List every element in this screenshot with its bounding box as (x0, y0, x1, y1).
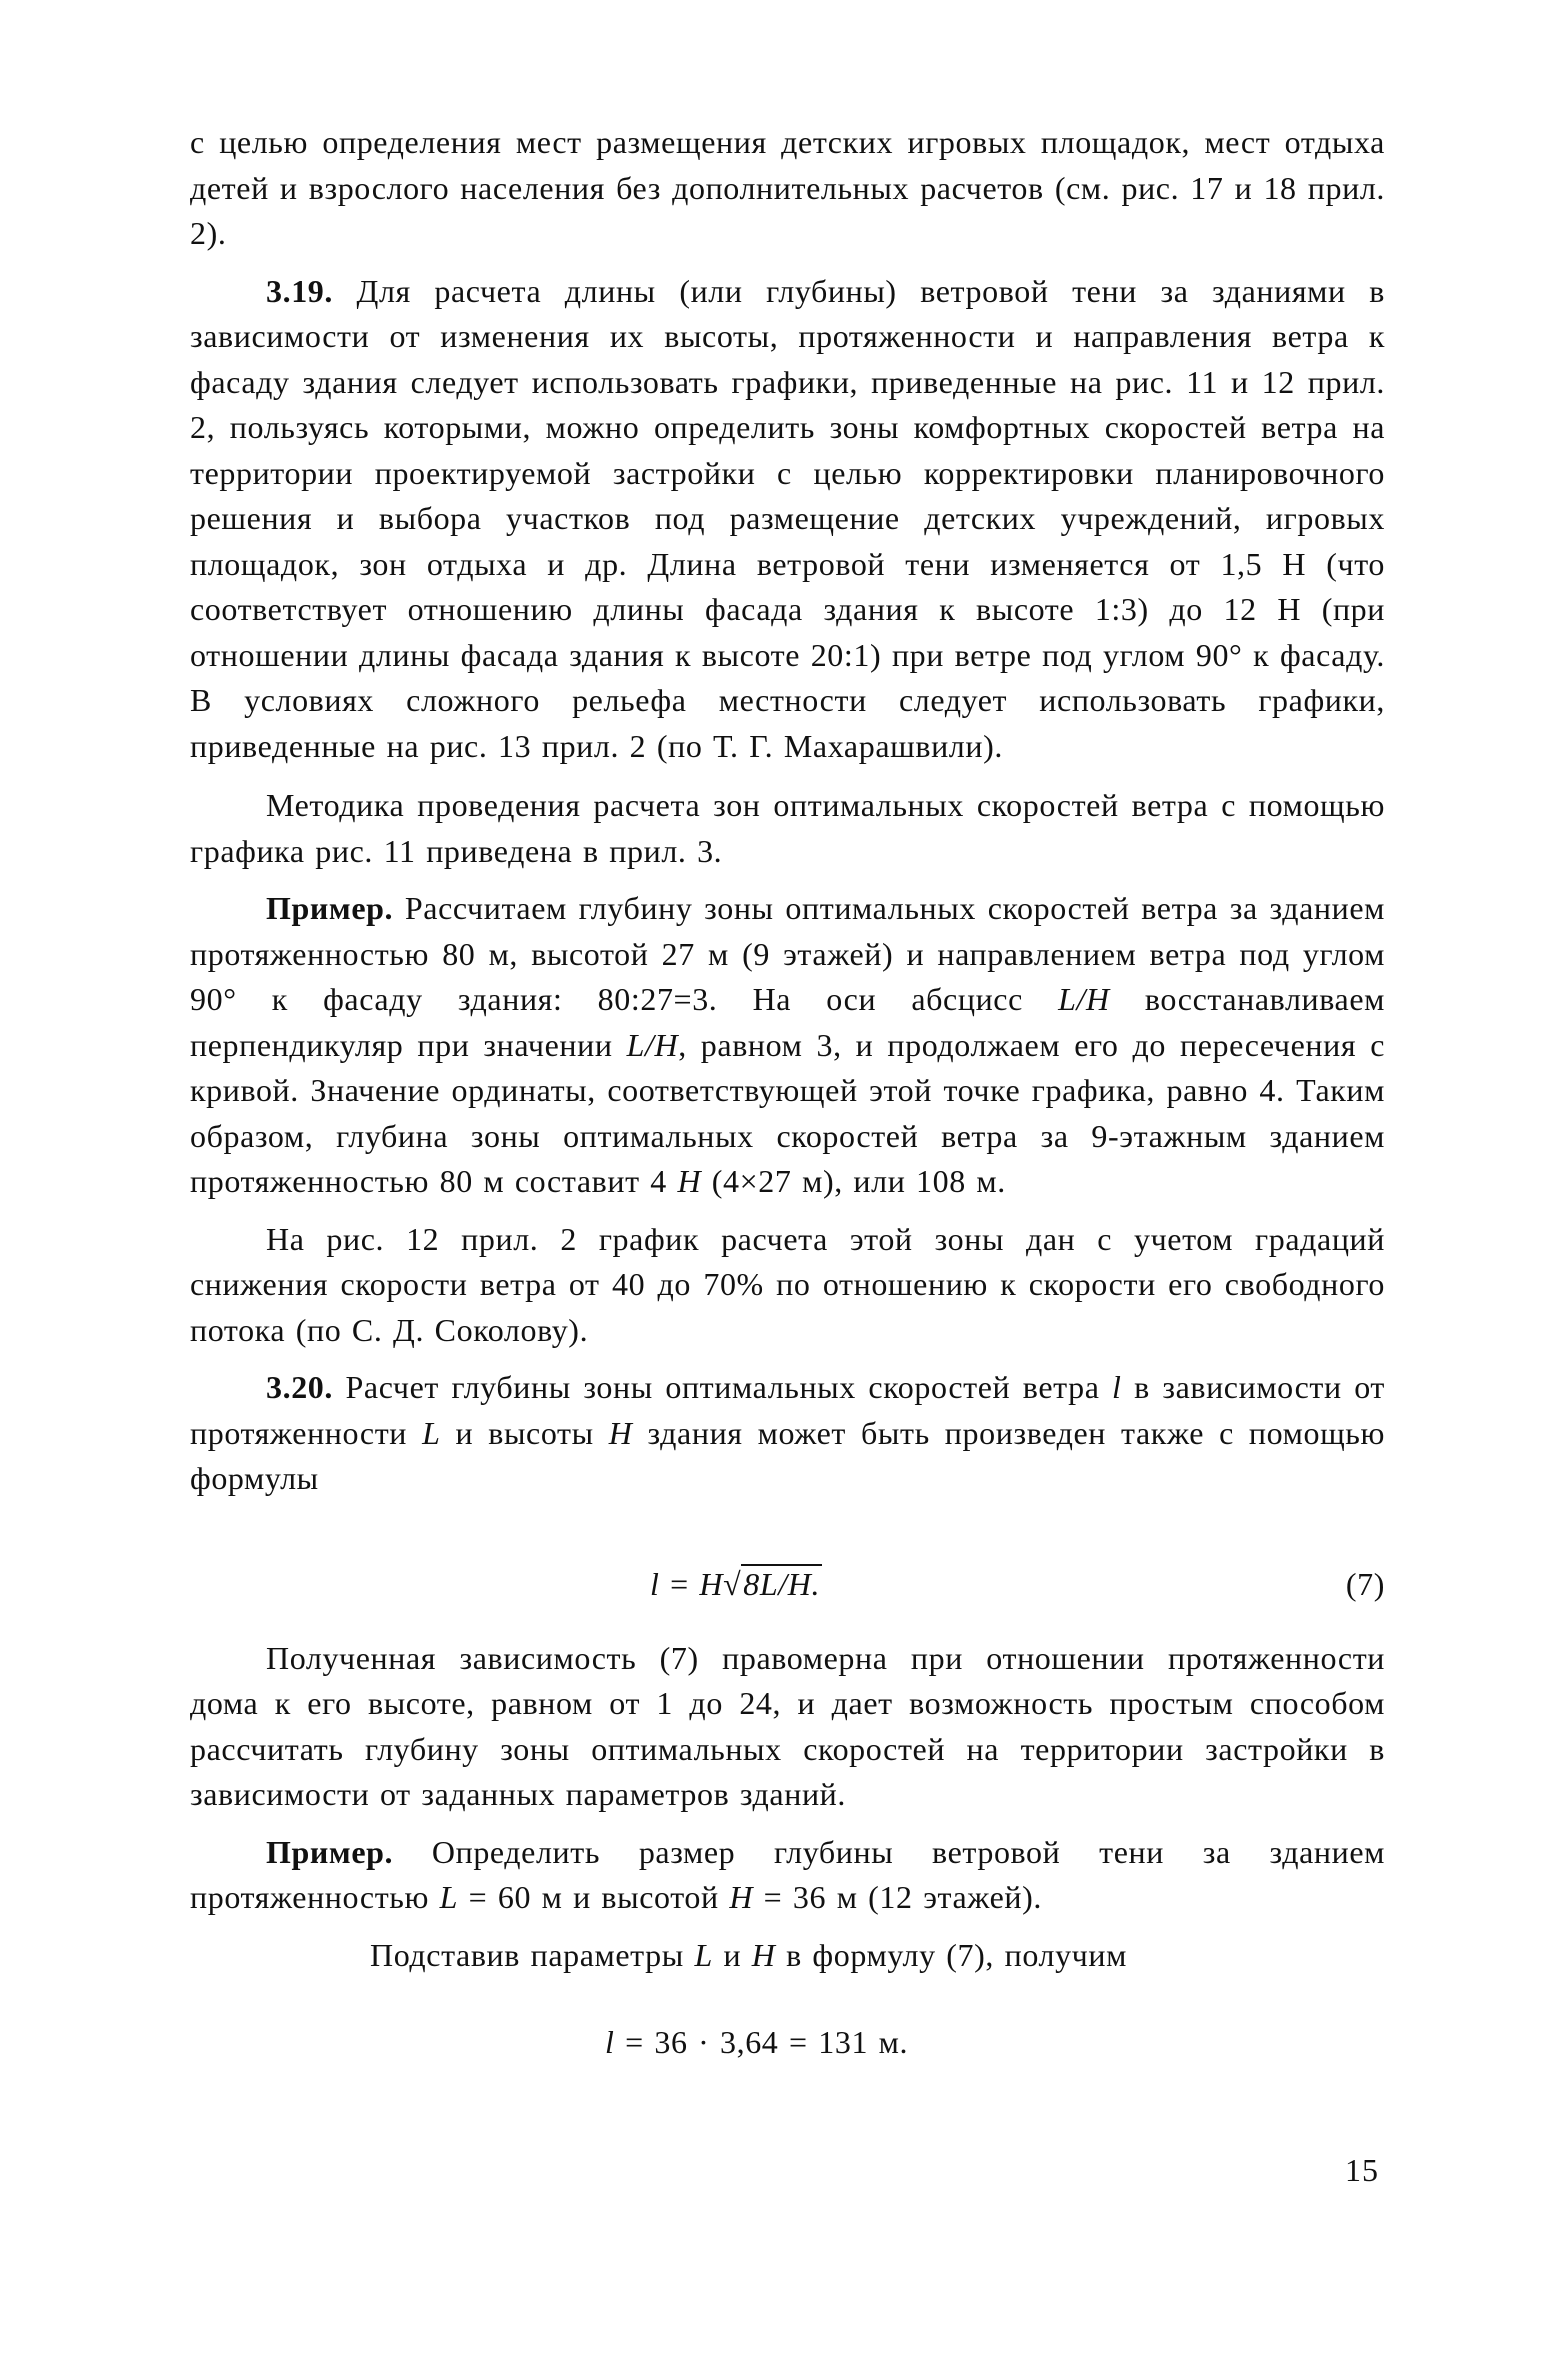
paragraph-text: = 60 м и высотой (458, 1879, 730, 1915)
sqrt-icon: √ (723, 1565, 742, 1602)
example-label: Пример. (266, 890, 394, 926)
paragraph-text: и высоты (440, 1414, 609, 1451)
formula-radicand: 8L/H. (743, 1565, 821, 1602)
paragraph-text: в зависимости от протяженности (190, 1369, 1385, 1451)
variable-L: L (694, 1936, 713, 1973)
result-row (190, 2020, 1385, 2066)
paragraph-substitution (190, 1933, 1385, 1979)
formula-7 (650, 1562, 822, 1608)
result-formula (605, 2020, 908, 2066)
paragraph-example-1 (190, 886, 1385, 1205)
paragraph-text: и (712, 1936, 752, 1973)
paragraph-text: здания может быть произведен также с помощью формулы (190, 1414, 1386, 1496)
page-body (190, 120, 1385, 2066)
paragraph-text: Для расчета длины (или глубины) ветровой тени за зданиями в зависимости от изменения их высоты, протяженности и направления ветра к фасаду здания следует использовать графики, приведенные на рис. 11 и 12 прил. 2, пользуясь которыми, можно определить зоны комфортных скоростей ветра на территории проектируемой застройки с целью корректировки планировочного решения и выбора участков под размещение детских учреждений, игровых площадок, зон отдыха и др. Длина ветровой тени изменяется от 1,5 Н (что соответствует отношению длины фасада здания к высоте 1:3) до 12 Н (при отношении длины фасада здания к высоте 20:1) при ветре под углом 90° к фасаду. В условиях сложного рельефа местности следует использовать графики, приведенные на рис. 13 прил. 2 (по Т. Г. Махарашвили). (190, 272, 1385, 764)
paragraph-text: Определить размер глубины ветровой тени за зданием протяженностью (190, 1833, 1385, 1915)
paragraph-text: = 36 м (12 этажей). (753, 1879, 1042, 1915)
paragraph-text: Подставив параметры (370, 1936, 695, 1973)
section-number: 3.20. (266, 1369, 333, 1405)
paragraph-text: Рассчитаем глубину зоны оптимальных скоростей ветра за зданием протяженностью 80 м, высотой 27 м (9 этажей) и направлением ветра под углом 90° к фасаду здания: 80:27=3. На оси абсцисс (190, 890, 1385, 1017)
variable-l: l (1112, 1369, 1122, 1405)
formula-lhs: l (650, 1565, 660, 1602)
paragraph-text: восстанавливаем перпендикуляр при значении (190, 981, 1386, 1063)
formula-equals: = (659, 1565, 700, 1602)
example-label: Пример. (266, 1833, 394, 1870)
variable-L: L (422, 1414, 441, 1451)
paragraph-text: Расчет глубины зоны оптимальных скоростей ветра (333, 1369, 1113, 1405)
paragraph-text: (4×27 м), или 108 м. (701, 1163, 1006, 1199)
section-number: 3.19. (266, 272, 333, 309)
paragraph-3-19 (190, 269, 1385, 770)
variable-L: L (439, 1879, 459, 1915)
formula-number: (7) (1345, 1565, 1385, 1602)
variable-lh: L/H (1058, 981, 1110, 1017)
variable-lh: L/H (626, 1026, 679, 1063)
paragraph-continuation (190, 120, 1385, 257)
paragraph-text: Методика проведения расчета зон оптимальных скоростей ветра с помощью графика рис. 11 приведена в прил. 3. (190, 787, 1385, 869)
paragraph-text: с целью определения мест размещения детских игровых площадок, мест отдыха детей и взрослого населения без дополнительных расчетов (см. рис. 17 и 18 прил. 2). (190, 124, 1385, 251)
result-lhs: l (605, 2024, 615, 2060)
paragraph-example-2 (190, 1830, 1385, 1921)
paragraph-dependency (190, 1636, 1385, 1818)
paragraph-text: На рис. 12 прил. 2 график расчета этой зоны дан с учетом градаций снижения скорости ветра от 40 до 70% по отношению к скорости его свободного потока (по С. Д. Соколову). (190, 1220, 1385, 1348)
result-text: = 36 · 3,64 = 131 м. (614, 2024, 909, 2060)
variable-H: H (751, 1936, 776, 1973)
variable-H: H (608, 1414, 633, 1451)
variable-h: H (677, 1163, 702, 1199)
page-number: 15 (1345, 2152, 1379, 2188)
variable-H: H (729, 1879, 754, 1915)
paragraph-method (190, 783, 1385, 874)
paragraph-graph-12 (190, 1217, 1385, 1354)
paragraph-text: в формулу (7), получим (775, 1936, 1127, 1973)
paragraph-text: Полученная зависимость (7) правомерна при отношении протяженности дома к его высоте, равном от 1 до 24, и дает возможность простым способом рассчитать глубину зоны оптимальных скоростей на территории застройки в зависимости от заданных параметров зданий. (190, 1639, 1385, 1812)
formula-h: H (699, 1565, 724, 1602)
formula-row (190, 1562, 1385, 1608)
paragraph-text: , равном 3, и продолжаем его до пересечения с кривой. Значение ординаты, соответствующей этой точке графика, равно 4. Таким образом, глубина зоны оптимальных скоростей ветра за 9-этажным зданием протяженностью 80 м составит 4 (190, 1026, 1386, 1199)
paragraph-3-20 (190, 1365, 1385, 1502)
